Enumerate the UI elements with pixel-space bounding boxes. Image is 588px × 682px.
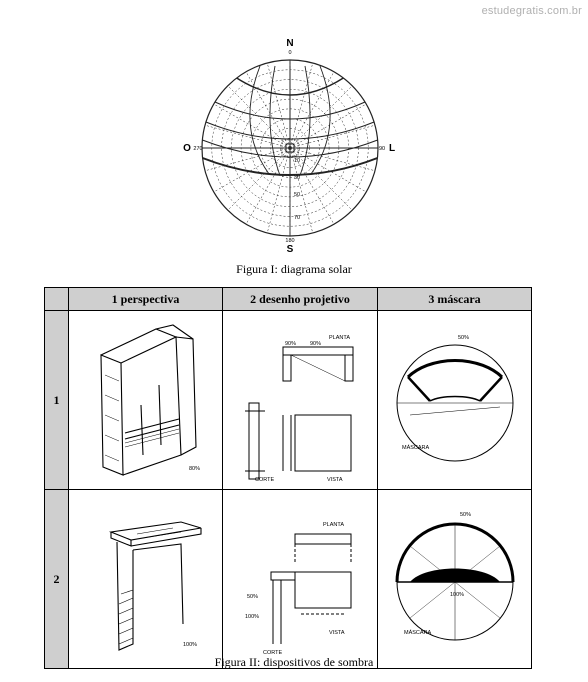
east-degree: 90 [378, 146, 386, 152]
south-label: S [286, 244, 294, 254]
header-mascara: 3 máscara [378, 288, 532, 311]
sketch-text: CORTE [263, 650, 283, 656]
projective-sketch-1 [235, 315, 365, 485]
row-label-2: 2 [45, 490, 69, 669]
figure1-caption: Figura I: diagrama solar [236, 262, 352, 276]
sketch-text: 100% [245, 614, 260, 620]
sketch-projective-2 [223, 490, 378, 669]
sketch-text: 90% [285, 341, 297, 347]
mask-sketch-2 [390, 494, 520, 664]
row-label-1: 1 [45, 311, 69, 490]
sketch-mask-1 [378, 311, 532, 490]
sketch-text: VISTA [329, 630, 345, 636]
south-degree: 180 [285, 238, 295, 244]
west-degree: 270 [193, 146, 203, 152]
altitude-30: 30 [294, 175, 301, 181]
west-label: O [183, 143, 191, 154]
header-desenho-projetivo: 2 desenho projetivo [223, 288, 378, 311]
watermark: estudegratis.com.br [481, 5, 582, 17]
sketch-text: 90% [310, 341, 322, 347]
sketch-projective-1 [223, 311, 378, 490]
north-degree: 0 [288, 50, 292, 56]
sketch-text: VISTA [327, 477, 343, 483]
sketch-text: CORTE [255, 477, 275, 483]
altitude-50: 50 [294, 192, 301, 198]
header-perspectiva: 1 perspectiva [69, 288, 223, 311]
sketch-text: MÁSCARA [401, 445, 429, 451]
table-header-row [45, 288, 532, 311]
perspective-sketch-1 [81, 315, 211, 485]
sketch-mask-2 [378, 490, 532, 669]
sketch-perspective-1 [69, 311, 223, 490]
figure2-caption: Figura II: dispositivos de sombra [214, 655, 374, 669]
perspective-sketch-2 [81, 494, 211, 664]
sketch-text: 100% [182, 642, 197, 648]
shading-devices-table [44, 287, 532, 669]
east-label: L [388, 143, 396, 154]
mask-sketch-1 [390, 315, 520, 485]
north-label: N [286, 38, 294, 49]
sketch-text: 50% [457, 335, 469, 341]
sketch-text: 80% [188, 466, 200, 472]
corner-cell [45, 288, 69, 311]
altitude-10: 10 [294, 158, 301, 164]
sketch-text: PLANTA [329, 335, 350, 341]
sketch-text: PLANTA [323, 522, 344, 528]
sketch-text: 50% [459, 512, 471, 518]
sketch-perspective-2 [69, 490, 223, 669]
sketch-text: MÁSCARA [403, 630, 431, 636]
altitude-70: 70 [294, 215, 301, 221]
solar-grid [202, 60, 378, 236]
solar-diagram [170, 36, 410, 254]
table-row [45, 490, 532, 669]
sketch-text: 50% [247, 594, 259, 600]
projective-sketch-2 [235, 494, 365, 664]
sketch-text: 100% [449, 592, 464, 598]
table-row [45, 311, 532, 490]
